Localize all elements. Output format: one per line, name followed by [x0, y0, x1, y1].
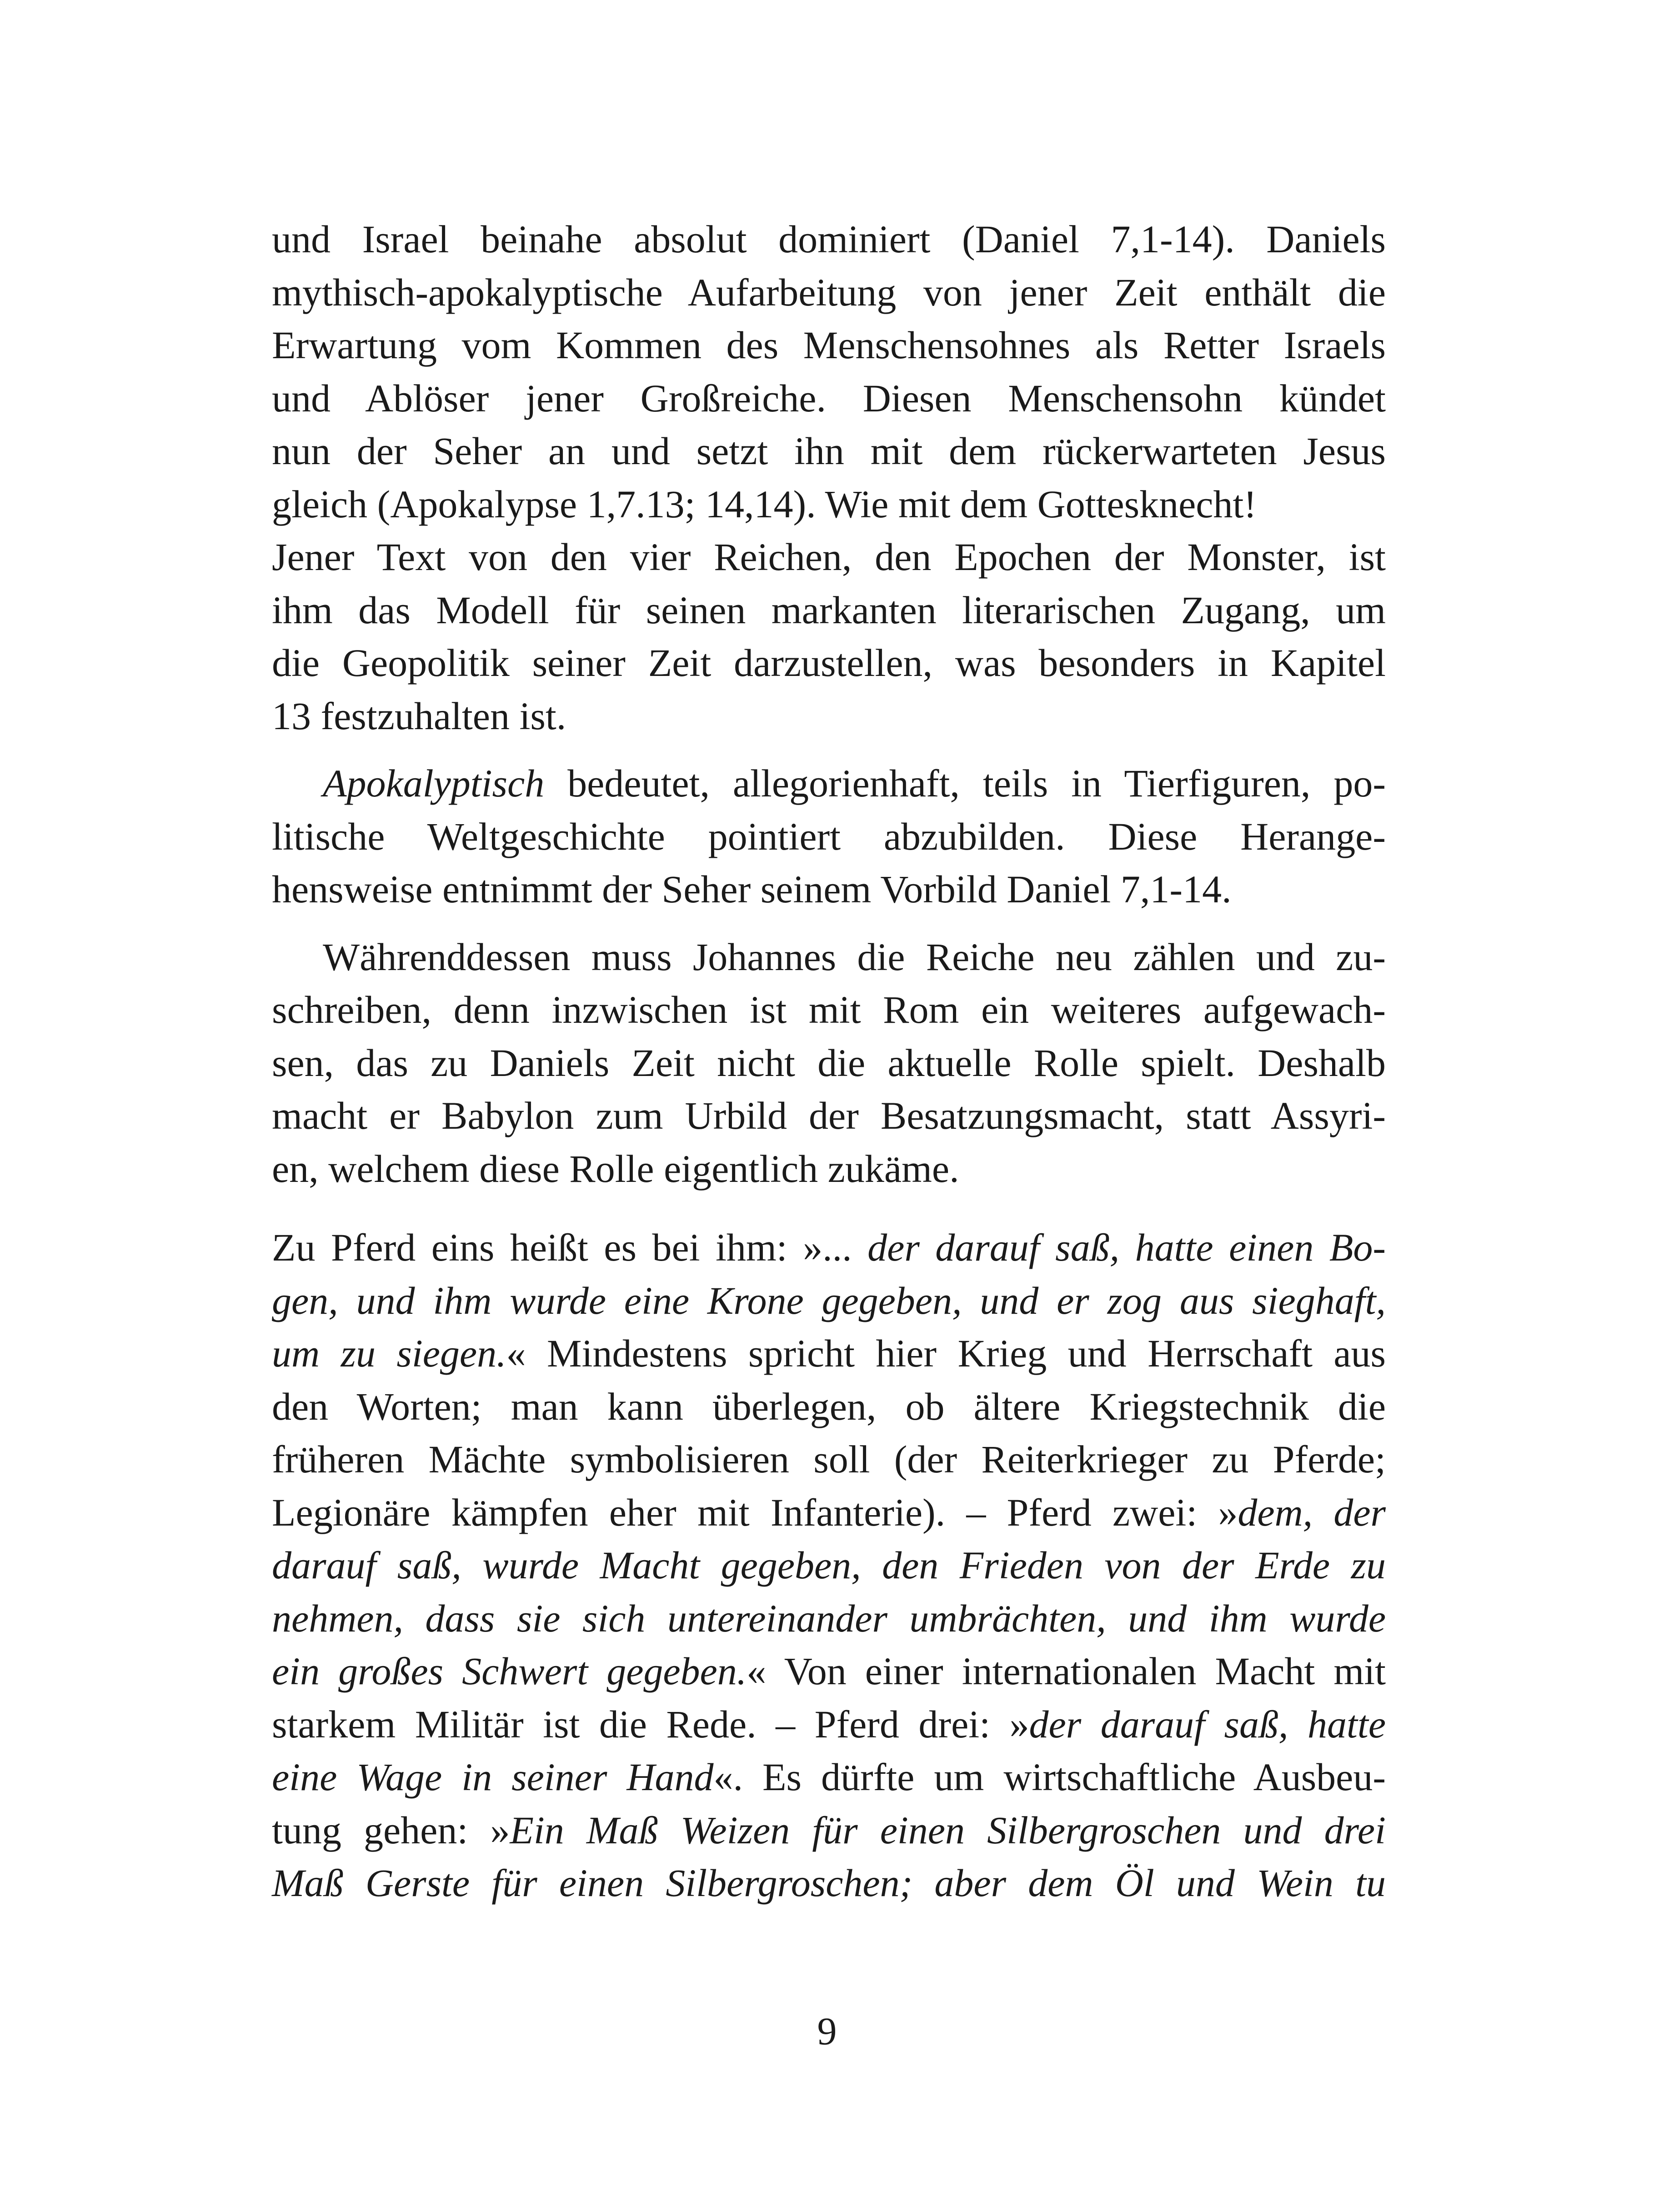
- text-line: Währenddessen muss Johannes die Reiche neu zählen und zu-: [323, 935, 1386, 979]
- paragraph-apokalyptisch: [272, 757, 1386, 916]
- text-line: den Worten; man kann überlegen, ob ältere Kriegstechnik die: [272, 1384, 1386, 1428]
- quote-italic: Maß Gerste für einen Silbergroschen; aber dem Öl und Wein tu: [272, 1861, 1386, 1905]
- text-line: Jener Text von den vier Reichen, den Epochen der Monster, ist: [272, 535, 1386, 579]
- text-run: Legionäre kämpfen eher mit Infanterie). – Pferd zwei: »: [272, 1490, 1238, 1534]
- paragraph-johannes: [272, 931, 1386, 1196]
- text-line: [272, 1327, 1386, 1380]
- paragraph-horses: [272, 1221, 1386, 1910]
- text-run: Zu Pferd eins heißt es bei ihm: »...: [272, 1226, 868, 1269]
- text-line: [272, 1645, 1386, 1698]
- text-run: «. Es dürfte um wirtschaftliche Ausbeu-: [713, 1755, 1386, 1799]
- text-run: « Von einer internationalen Macht mit: [747, 1649, 1386, 1693]
- paragraph-four-empires: [272, 530, 1386, 742]
- quote-italic: um zu siegen.: [272, 1331, 506, 1375]
- text-line: hensweise entnimmt der Seher seinem Vorbild Daniel 7,1-14.: [272, 867, 1232, 911]
- text-line: [272, 1804, 1386, 1857]
- quote-italic: darauf saß, wurde Macht gegeben, den Frieden von der Erde zu: [272, 1543, 1386, 1587]
- text-line: [272, 757, 1386, 810]
- text-line: und Israel beinahe absolut dominiert (Daniel 7,1-14). Daniels: [272, 217, 1386, 261]
- text-line: 13 festzuhalten ist.: [272, 694, 566, 738]
- text-line: [272, 1592, 1386, 1645]
- text-line: Erwartung vom Kommen des Menschensohnes als Retter Israels: [272, 323, 1386, 367]
- text-line: gleich (Apokalypse 1,7.13; 14,14). Wie mit dem Gottesknecht!: [272, 482, 1257, 526]
- text-line: schreiben, denn inzwischen ist mit Rom ein weiteres aufgewach-: [272, 988, 1386, 1031]
- text-line: [272, 1539, 1386, 1592]
- text-line: nun der Seher an und setzt ihn mit dem rückerwarteten Jesus: [272, 429, 1386, 473]
- quote-italic: dem, der: [1238, 1490, 1386, 1534]
- text-line: [272, 1486, 1386, 1539]
- text-line: macht er Babylon zum Urbild der Besatzungsmacht, statt Assyri-: [272, 1094, 1386, 1137]
- text-line: mythisch-apokalyptische Aufarbeitung von jener Zeit enthält die: [272, 270, 1386, 314]
- page-number: 9: [817, 2009, 837, 2053]
- text-line: die Geopolitik seiner Zeit darzustellen, was besonders in Kapitel: [272, 641, 1386, 685]
- quote-italic: der darauf saß, hatte: [1029, 1702, 1386, 1746]
- text-line: [272, 1274, 1386, 1327]
- text-line: [272, 1221, 1386, 1274]
- text-block-upper: [272, 213, 1386, 1195]
- text-line: sen, das zu Daniels Zeit nicht die aktuelle Rolle spielt. Deshalb: [272, 1041, 1386, 1085]
- quote-italic: gen, und ihm wurde eine Krone gegeben, und er zog aus sieghaft,: [272, 1278, 1386, 1322]
- quote-italic: nehmen, dass sie sich untereinander umbrächten, und ihm wurde: [272, 1596, 1386, 1640]
- quote-italic: Ein Maß Weizen für einen Silbergroschen und drei: [510, 1808, 1386, 1852]
- text-line: [272, 1857, 1386, 1910]
- text-line: en, welchem diese Rolle eigentlich zukäme.: [272, 1146, 959, 1191]
- text-line: [272, 1751, 1386, 1804]
- text-line: [272, 1698, 1386, 1751]
- text-run: starkem Militär ist die Rede. – Pferd drei: »: [272, 1702, 1029, 1746]
- text-block-lower: [272, 1221, 1386, 1910]
- quote-italic: ein großes Schwert gegeben.: [272, 1649, 747, 1693]
- paragraph-daniel: [272, 213, 1386, 530]
- text-run: tung gehen: »: [272, 1808, 510, 1852]
- text-line: und Ablöser jener Großreiche. Diesen Menschensohn kündet: [272, 376, 1386, 420]
- text-line: ihm das Modell für seinen markanten literarischen Zugang, um: [272, 588, 1386, 632]
- text-line: litische Weltgeschichte pointiert abzubilden. Diese Herange-: [272, 814, 1386, 858]
- text-run: bedeutet, allegorienhaft, teils in Tierfiguren, po-: [544, 761, 1386, 805]
- quote-italic: eine Wage in seiner Hand: [272, 1755, 714, 1799]
- quote-italic: der darauf saß, hatte einen Bo-: [867, 1226, 1386, 1269]
- italic-term: Apokalyptisch: [323, 761, 545, 805]
- text-run: « Mindestens spricht hier Krieg und Herrschaft aus: [506, 1331, 1386, 1375]
- text-line: früheren Mächte symbolisieren soll (der Reiterkrieger zu Pferde;: [272, 1437, 1386, 1481]
